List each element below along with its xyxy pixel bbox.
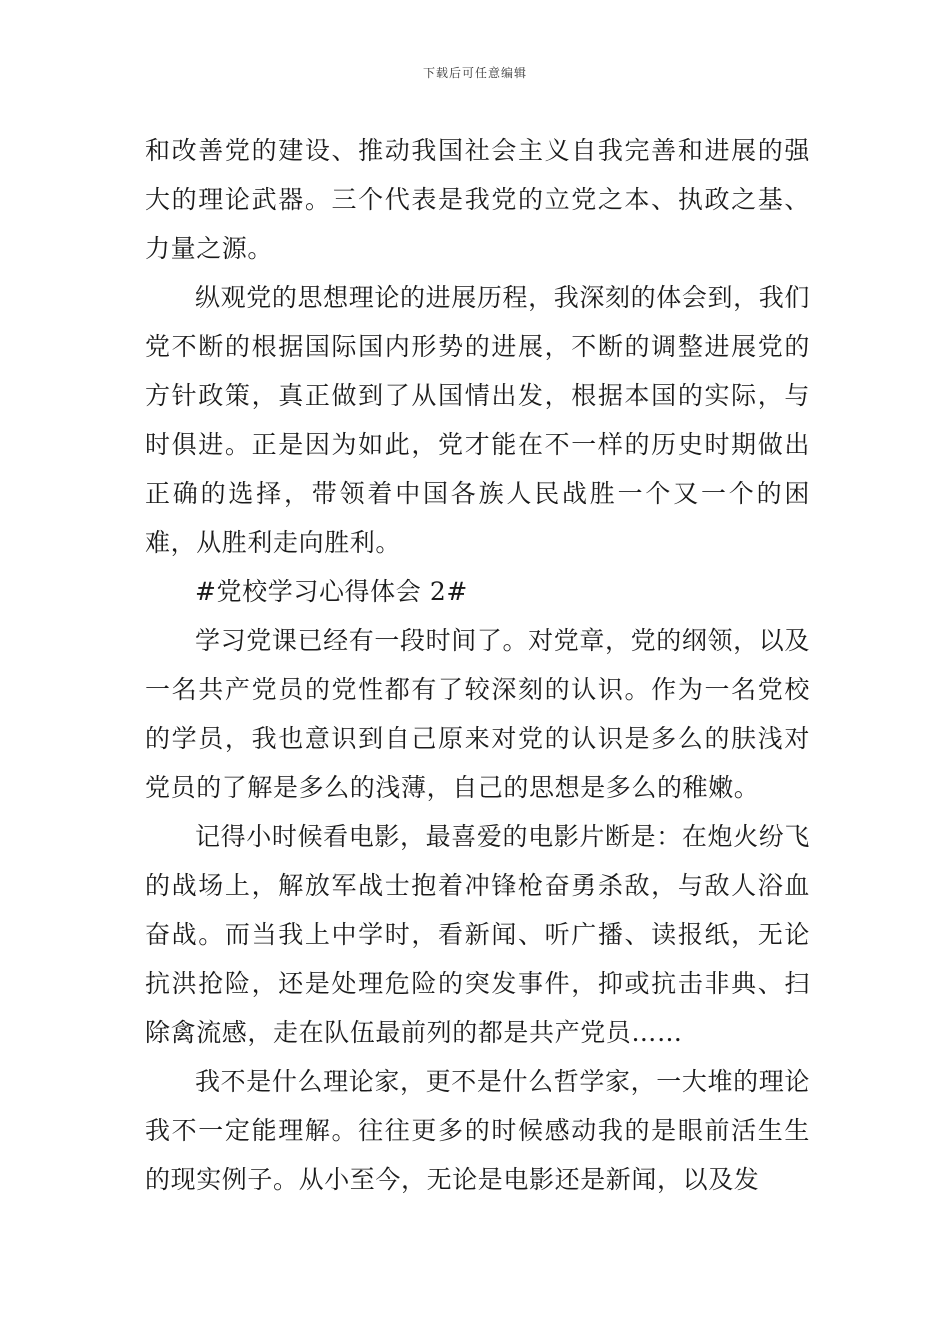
paragraph-5: 我不是什么理论家，更不是什么哲学家，一大堆的理论我不一定能理解。往往更多的时候感动我的是眼前活生生的现实例子。从小至今，无论是电影还是新闻，以及发 <box>145 1067 810 1194</box>
paragraph-4: 记得小时候看电影，最喜爱的电影片断是：在炮火纷飞的战场上，解放军战士抱着冲锋枪奋勇杀敌，与敌人浴血奋战。而当我上中学时，看新闻、听广播、读报纸，无论抗洪抢险，还是处理危险的突发事件，抑或抗击非典、扫除禽流感，走在队伍最前列的都是共产党员…… <box>145 822 810 1047</box>
document-body <box>145 126 810 1204</box>
paragraph-3: 学习党课已经有一段时间了。对党章，党的纲领，以及一名共产党员的党性都有了较深刻的认识。作为一名党校的学员，我也意识到自己原来对党的认识是多么的肤浅对党员的了解是多么的浅薄，自己的思想是多么的稚嫩。 <box>145 626 810 802</box>
page-header-note: 下载后可任意编辑 <box>422 66 527 80</box>
section-heading: #党校学习心得体会 2# <box>195 577 468 606</box>
paragraph-2: 纵观党的思想理论的进展历程，我深刻的体会到，我们党不断的根据国际国内形势的进展，不断的调整进展党的方针政策，真正做到了从国情出发，根据本国的实际，与时俱进。正是因为如此，党才能在不一样的历史时期做出正确的选择，带领着中国各族人民战胜一个又一个的困难，从胜利走向胜利。 <box>145 283 810 557</box>
paragraph-1: 和改善党的建设、推动我国社会主义自我完善和进展的强大的理论武器。三个代表是我党的立党之本、执政之基、力量之源。 <box>145 136 810 263</box>
